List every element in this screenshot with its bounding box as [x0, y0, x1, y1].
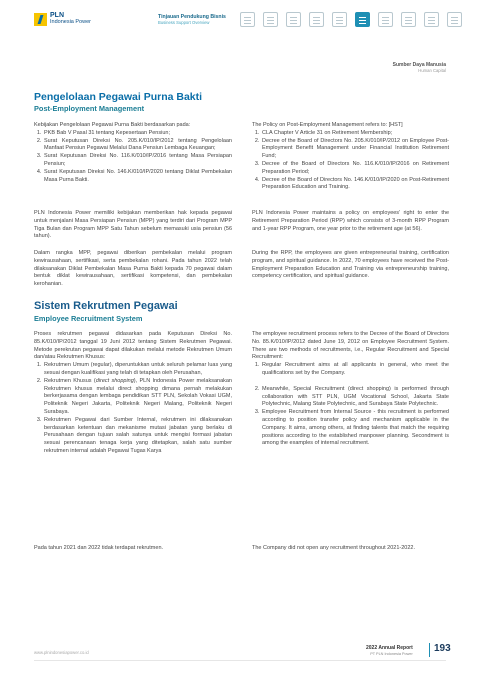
pension-training-paragraph: Dalam rangka MPP, pegawai diberikan pembekalan melalui program kewirausahaan, sertifikasi, serta pembekalan rohani. Pada tahun 2022 telah dilaksanakan Diklat Pembekalan Masa Purna Bakti kepada 70 pegawai dalam bentuk diklat kewirausahaan, sertifikasi kompetensi, dan pembekalan kerohanian.: [34, 250, 232, 288]
section-tag-sub: Human Capital: [418, 68, 446, 73]
people-icon[interactable]: [309, 12, 324, 27]
chapter-title-id: Tinjauan Pendukung Bisnis: [158, 14, 226, 20]
list-item: 1. Rekrutmen Umum (regular), diperuntukkan untuk seluruh pelamar luas yang sesuai dengan kualifikasi yang telah di tetapkan oleh Perusahan,: [43, 362, 232, 378]
logo-subname: Indonesia Power: [50, 19, 91, 25]
stack-icon[interactable]: [424, 12, 439, 27]
section-tag: [393, 62, 446, 74]
leaf-icon[interactable]: [401, 12, 416, 27]
shield-icon[interactable]: [378, 12, 393, 27]
company-logo[interactable]: [34, 12, 91, 26]
list-item: 3. Rekrutmen Pegawai dari Sumber Internal, rekrutmen ini dilaksanakan berdasarkan ketentuan dan mekanisme mutasi jabatan yang berlaku di Perusahaan dengan tujuan salah satunya untuk mengisi formasi jabatan sesuai perencanaan tenaga kerja yang ditetapkan, salah satu sumber rekrutmen internal adalah Pegawai Tugas Karya: [43, 417, 232, 456]
list-item: 1. Regular Recruitment aims at all applicants in general, who meet the qualifications set by the Company.: [261, 362, 449, 378]
page-header: [0, 0, 480, 40]
chart-icon[interactable]: [447, 12, 462, 27]
footer-company: PT PLN Indonesia Power: [370, 652, 413, 656]
recruit-closing-en: The Company did not open any recruitment throughout 2021-2022.: [252, 545, 415, 551]
recruit-intro-en: The employee recruitment process refers to the Decree of the Board of Directors No. 85.K/010/IP/2012 dated June 19, 2012 on Employee Recruitment System. There are two methods of recruitments, i.e., Regular Recruitment and Special Recruitment:: [252, 331, 449, 361]
logo-name: PLN: [50, 12, 64, 19]
gear-icon[interactable]: [355, 12, 370, 27]
grid-icon[interactable]: [332, 12, 347, 27]
pension-subtitle: Post-Employment Management: [34, 104, 145, 113]
list-item: 2. Meanwhile, Special Recruitment (direct shopping) is performed through collaboration with STT PLN, UGM Vocational School, Jakarta State Polytechnic, Malang State Polytechnic, and Surabaya State Polytechnic.: [261, 386, 449, 409]
pension-right-column: [252, 122, 449, 192]
pension-intro: Kebijakan Pengelolaan Pegawai Purna Bakti berdasarkan pada:: [34, 122, 191, 128]
recruit-list-en: [252, 362, 449, 448]
report-icon[interactable]: [240, 12, 255, 27]
list-item: 2. Decree of the Board of Directors No. 205.K/010/IP/2012 on Employee Post-Employment Benefit Management under Financial Institution Retirement Fund;: [261, 138, 449, 161]
list-item: 4. Surat Keputusan Direksi No. 146.K/010/IP/2020 tentang Diklat Pembekalan Masa Purna Bakti.: [43, 169, 232, 185]
list-item: 3. Employee Recruitment from Internal Source - this recruitment is performed according to position transfer policy and mechanism applicable in the Company. It aims, among others, at finding talents that match the requiring positions according to the established manpower planning. Secondment is among the examples of internal recruitment.: [261, 409, 449, 448]
pension-left-column: [34, 122, 232, 184]
document-icon[interactable]: [286, 12, 301, 27]
list-item: 3. Surat Keputusan Direksi No. 116.K/010/IP/2016 tentang Masa Persiapan Pensiun;: [43, 153, 232, 169]
recruit-list: [34, 362, 232, 456]
pension-title: Pengelolaan Pegawai Purna Bakti: [34, 91, 203, 103]
pension-list-en: [252, 130, 449, 192]
recruit-left-column: [34, 331, 232, 456]
section-tag-label: Sumber Daya Manusia: [392, 62, 446, 68]
list-item: 1. CLA Chapter V Article 31 on Retirement Membership;: [261, 130, 449, 138]
footer-url[interactable]: www.plnindonesiapower.co.id: [34, 650, 89, 655]
footer-separator: [429, 643, 430, 657]
recruit-title: Sistem Rekrutmen Pegawai: [34, 300, 178, 312]
footer-report: [366, 645, 413, 657]
pension-mpp-paragraph: PLN Indonesia Power memiliki kebijakan memberikan hak kepada pegawai untuk menjalani Masa Persiapan Pensiun (MPP) yang terdiri dari Program MPP Tiga Bulan dan Program MPP Satu Tahun sebelum memasuki usia pensiun (56 tahun).: [34, 210, 232, 240]
pension-training-paragraph-en: During the RPP, the employees are given entrepreneurial training, certification program, and spiritual guidance. In 2022, 70 employees have received the Post-Employment Preparation Education and Training via entrepreneurship training, competency certification, and spiritual guidance.: [252, 250, 449, 280]
list-item: 3. Decree of the Board of Directors No. 116.K/010/IP/2016 on Retirement Preparation Period;: [261, 161, 449, 177]
list-item: 1. PKB Bab V Pasal 31 tentang Kepesertaan Pensiun;: [43, 130, 232, 138]
list-item: 2. Surat Keputusan Direksi No. 205.K/010/IP/2012 tentang Pengelolaan Manfaat Pensiun Pegawai Melalui Dana Pensiun Lembaga Keuangan;: [43, 138, 232, 154]
list-item: 4. Decree of the Board of Directors No. 146.K/010/IP/2020 on Post-Retirement Preparation Education and Training.: [261, 177, 449, 193]
pension-rpp-paragraph: PLN Indonesia Power maintains a policy on employees’ right to enter the Retirement Preparation Period (RPP) which consists of 3-month RPP Program and 1-year RPP Program, one year prior to the retirement age (at 56).: [252, 210, 449, 232]
page-number: 193: [434, 643, 451, 654]
recruit-closing: Pada tahun 2021 dan 2022 tidak terdapat rekrutmen.: [34, 545, 164, 551]
chapter-title-en: Business Support Overview: [158, 20, 210, 25]
chapter-title: [158, 14, 226, 26]
list-item: 2. Rekrutmen Khusus (direct shopping), PLN Indonesia Power melaksanakan Rekrutmen khusus melalui direct shopping dimana pernah melakukan berkerjasama dengan lembaga pendidikan STT PLN, Sekolah Vokasi UGM, Politeknik Negeri Jakarta, Politeknik Negeri Malang, Politeknik Negeri Surabaya.: [43, 378, 232, 417]
pension-intro-en: The Policy on Post-Employment Management refers to: [HST]: [252, 122, 403, 128]
recruit-intro: Proses rekrutmen pegawai didasarkan pada Keputusan Direksi No. 85.K/010/IP/2012 tanggal 19 Juni 2012 tentang Sistem Rekrutmen Pegawai. Metode perekrutan pegawai dapat dilakukan melalui metode Rekrutmen Umum dan/atau Rekrutmen Khusus:: [34, 331, 232, 361]
recruit-right-column: [252, 331, 449, 448]
pension-list: [34, 130, 232, 185]
footer-report-title: 2022 Annual Report: [366, 645, 413, 651]
recruit-subtitle: Employee Recruitment System: [34, 314, 143, 323]
footer-divider: [34, 660, 446, 661]
pln-logo-icon: [34, 13, 47, 26]
building-icon[interactable]: [263, 12, 278, 27]
chapter-nav: [240, 12, 470, 27]
